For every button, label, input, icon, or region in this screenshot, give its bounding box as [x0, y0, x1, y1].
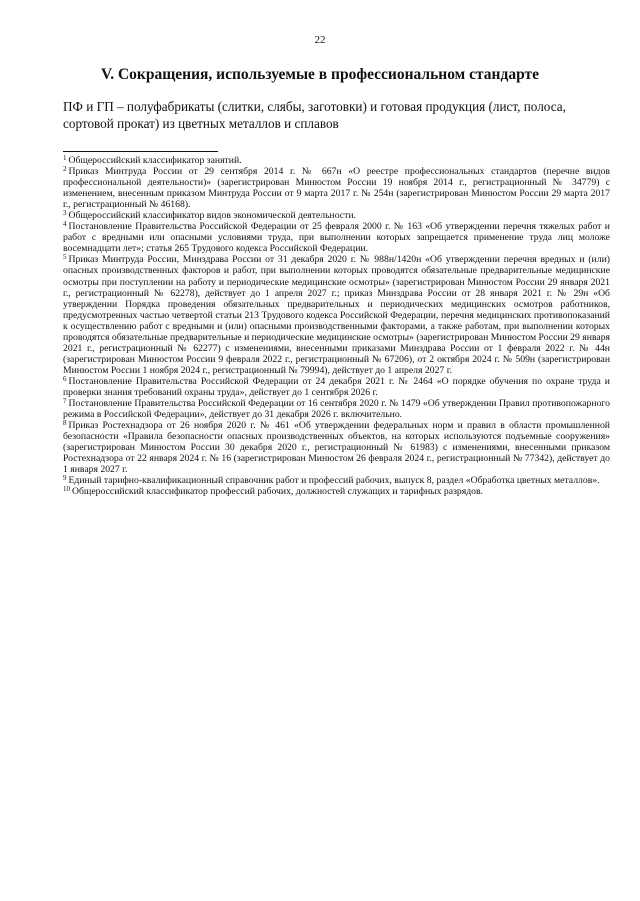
footnote-text: Постановление Правительства Российской Федерации от 25 февраля 2000 г. № 163 «Об утверждении перечня тяжелых работ и работ с вредными или опасными условиями труда, при выполнении которых запрещается применение труда лиц моложе восемнадцати лет»; статья 265 Трудового кодекса Российской Федерации. [63, 221, 610, 255]
footnote-6 [63, 376, 610, 398]
footnote-1 [63, 155, 610, 166]
footnote-text: Общероссийский классификатор видов экономической деятельности. [68, 210, 356, 222]
footnote-mark: 3 [63, 209, 67, 218]
footnote-4 [63, 221, 610, 254]
footnote-mark: 10 [63, 485, 70, 494]
footnote-mark: 7 [63, 397, 67, 406]
footnote-3 [63, 210, 610, 221]
footnote-10 [63, 486, 610, 497]
footnote-8 [63, 420, 610, 475]
footnote-text: Приказ Минтруда России от 29 сентября 2014 г. № 667н «О реестре профессиональных стандартов (перечне видов профессиональной деятельности)» (зарегистрирован Минюстом России 19 ноября 2014 г., регистрационный № 34779) с изменением, внесенным приказом Минтруда России от 9 марта 2017 г. № 254н (зарегистрирован Минюстом России 29 марта 2017 г., регистрационный № 46168). [63, 166, 610, 211]
footnote-text: Постановление Правительства Российской Федерации от 16 сентября 2020 г. № 1479 «Об утверждении Правил противопожарного режима в Российской Федерации», действует до 31 декабря 2026 г. включительно. [63, 398, 610, 421]
section-heading: V. Сокращения, используемые в профессиональном стандарте [101, 66, 539, 83]
footnote-separator [63, 151, 218, 152]
footnote-text: Постановление Правительства Российской Федерации от 24 декабря 2021 г. № 2464 «О порядке обучения по охране труда и проверки знания требований охраны труда», действует до 1 сентября 2026 г. [63, 375, 610, 398]
footnote-mark: 9 [63, 474, 67, 483]
footnote-9 [63, 475, 610, 486]
footnote-mark: 4 [63, 220, 67, 229]
footnote-mark: 5 [63, 253, 67, 262]
footnote-mark: 8 [63, 419, 67, 428]
footnote-mark: 6 [63, 374, 67, 383]
abbreviation-entry: ПФ и ГП – полуфабрикаты (слитки, слябы, заготовки) и готовая продукция (лист, полоса, сортовой прокат) из цветных металлов и сплавов [63, 99, 566, 131]
footnote-text: Приказ Ростехнадзора от 26 ноября 2020 г. № 461 «Об утверждении федеральных норм и правил в области промышленной безопасности «Правила безопасности опасных производственных объектов, на которых используются подъемные сооружения» (зарегистрирован Минюстом России 30 декабря 2020 г., регистрационный № 61983) с изменениями, внесенными приказом Ростехнадзора от 22 января 2024 г. № 16 (зарегистрирован Минюстом 26 февраля 2024 г., регистрационный № 77342), действует до 1 января 2027 г. [63, 420, 610, 476]
footnote-5 [63, 254, 610, 376]
footnote-text: Единый тарифно-квалификационный справочник работ и профессий рабочих, выпуск 8, раздел «Обработка цветных металлов». [68, 475, 600, 487]
footnote-text: Общероссийский классификатор профессий рабочих, должностей служащих и тарифных разрядов. [72, 486, 483, 498]
footnote-text: Общероссийский классификатор занятий. [68, 155, 242, 166]
footnote-text: Приказ Минтруда России, Минздрава России от 31 декабря 2020 г. № 988н/1420н «Об утверждении перечня вредных и (или) опасных производственных факторов и работ, при выполнении которых проводятся обязательные предварительные медицинские осмотры при поступлении на работу и периодические медицинские осмотры» (зарегистрирован Минюстом России 29 января 2021 г., регистрационный № 62278), действует до 1 апреля 2027 г.; приказ Минздрава России от 28 января 2021 г. № 29н «Об утверждении Порядка проведения обязательных предварительных и периодических медицинских осмотров работников, предусмотренных частью четвертой статьи 213 Трудового кодекса Российской Федерации, перечня медицинских противопоказаний к осуществлению работ с вредными и (или) опасными производственными факторами, а также работам, при выполнении которых проводятся обязательные предварительные и периодические медицинские осмотры» (зарегистрирован Минюстом России 29 января 2021 г., регистрационный № 62277) с изменениями, внесенными приказами Минздрава России от 1 февраля 2022 г. № 44н (зарегистрирован Минюстом России 9 февраля 2022 г., регистрационный № 67206), от 2 октября 2024 г. № 509н (зарегистрирован Минюстом России 1 ноября 2024 г., регистрационный № 79994), действует до 1 апреля 2027 г. [63, 254, 610, 376]
footnote-2 [63, 166, 610, 210]
footnote-mark: 2 [63, 165, 67, 174]
footnote-7 [63, 398, 610, 420]
footnote-mark: 1 [63, 154, 67, 162]
page-number: 22 [314, 34, 326, 46]
footnotes [63, 155, 610, 497]
